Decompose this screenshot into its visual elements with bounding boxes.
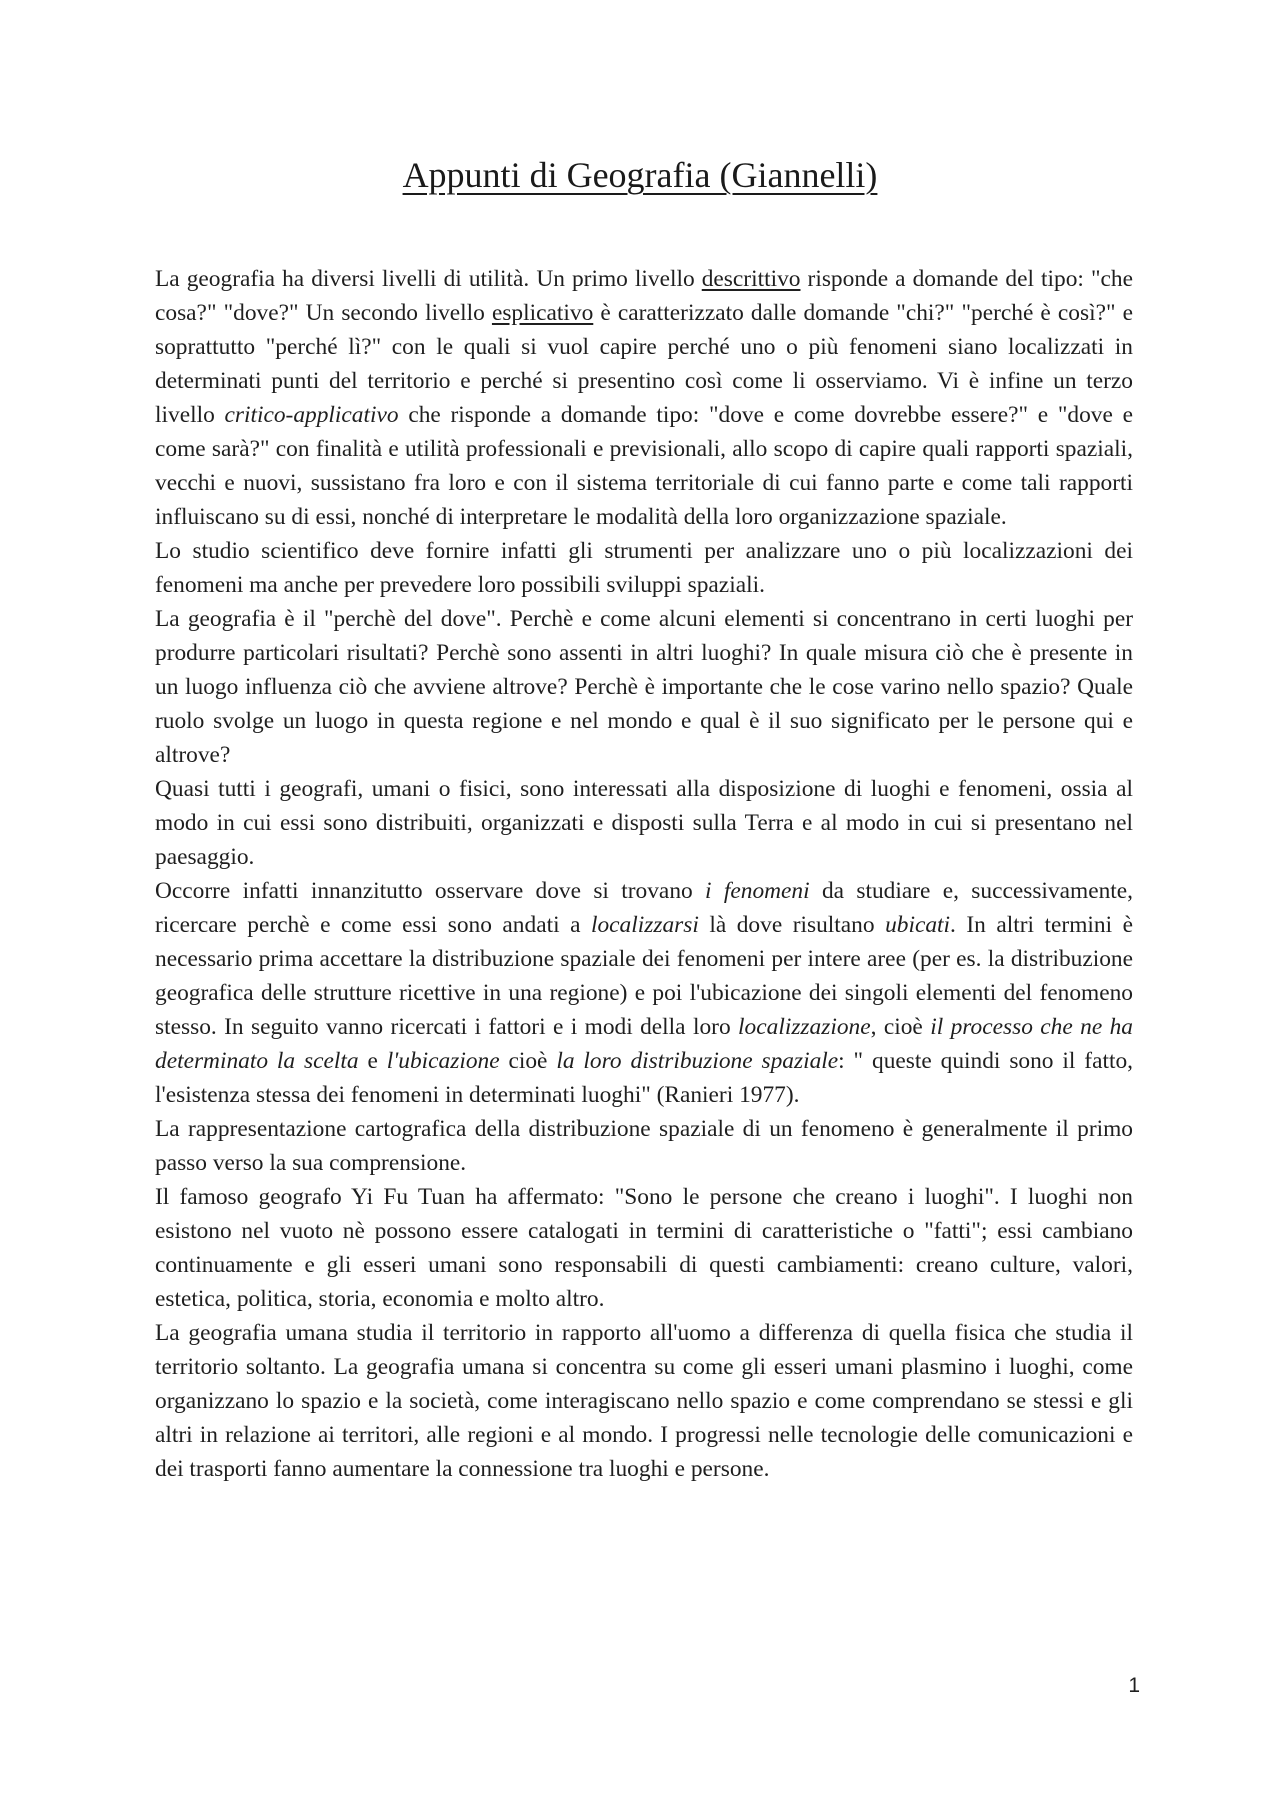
italic-text-segment: i fenomeni	[705, 878, 810, 904]
body-paragraph	[155, 602, 1133, 772]
body-paragraph	[155, 772, 1133, 874]
text-segment: . In altri termini è necessario prima accettare la distribuzione spaziale dei fenomeni per intere aree (per es. la distribuzione geografica delle strutture ricettive in una regione) e poi l'ubicazione dei singoli elementi del fenomeno stesso. In seguito vanno ricercati i fattori e i modi della loro	[155, 912, 1133, 1040]
text-segment: e	[358, 1048, 387, 1074]
italic-text-segment: il processo che ne ha determinato la scelta	[155, 1014, 1133, 1074]
text-segment: La geografia ha diversi livelli di utilità. Un primo livello	[155, 266, 702, 292]
text-segment: Quasi tutti i geografi, umani o fisici, sono interessati alla disposizione di luoghi e fenomeni, ossia al modo in cui essi sono distribuiti, organizzati e disposti sulla Terra e al modo in cui si presentano nel paesaggio.	[155, 776, 1133, 870]
text-segment: : " queste quindi sono il fatto, l'esistenza stessa dei fenomeni in determinati luoghi" (Ranieri 1977).	[155, 1048, 1133, 1108]
text-segment: cioè	[499, 1048, 557, 1074]
italic-text-segment: l'ubicazione	[386, 1048, 500, 1074]
body-paragraph	[155, 262, 1133, 534]
text-segment: risponde a domande del tipo: "che cosa?" "dove?" Un secondo livello	[155, 266, 1133, 326]
italic-text-segment: critico-applicativo	[224, 402, 399, 428]
body-paragraph	[155, 1316, 1133, 1486]
document-body	[155, 262, 1133, 1486]
body-paragraph	[155, 874, 1133, 1112]
italic-text-segment: localizzarsi	[590, 912, 699, 938]
document-title: Appunti di Geografia (Giannelli)	[402, 155, 878, 195]
italic-text-segment: ubicati	[885, 912, 951, 938]
text-segment: Occorre infatti innanzitutto osservare dove si trovano	[155, 878, 706, 904]
text-segment: La rappresentazione cartografica della distribuzione spaziale di un fenomeno è generalmente il primo passo verso la sua comprensione.	[155, 1116, 1133, 1176]
body-paragraph	[155, 534, 1133, 602]
text-segment: là dove risultano	[698, 912, 886, 938]
text-segment: La geografia è il "perchè del dove". Perchè e come alcuni elementi si concentrano in certi luoghi per produrre particolari risultati? Perchè sono assenti in altri luoghi? In quale misura ciò che è presente in un luogo influenza ciò che avviene altrove? Perchè è importante che le cose varino nello spazio? Quale ruolo svolge un luogo in questa regione e nel mondo e qual è il suo significato per le persone qui e altrove?	[155, 606, 1133, 768]
underline-text-segment: esplicativo	[491, 300, 594, 326]
text-segment: è caratterizzato dalle domande "chi?" "perché è così?" e soprattutto "perché lì?" con le quali si vuol capire perché uno o più fenomeni siano localizzati in determinati punti del territorio e perché si presentino così come li osserviamo. Vi è infine un terzo livello	[155, 300, 1133, 428]
text-segment: che risponde a domande tipo: "dove e come dovrebbe essere?" e "dove e come sarà?" con finalità e utilità professionali e previsionali, allo scopo di capire quali rapporti spaziali, vecchi e nuovi, sussistano fra loro e con il sistema territoriale di cui fanno parte e come tali rapporti influiscano su di essi, nonché di interpretare le modalità della loro organizzazione spaziale.	[155, 402, 1133, 530]
text-segment: da studiare e, successivamente, ricercare perchè e come essi sono andati a	[155, 878, 1134, 938]
page-number: 1	[1128, 1674, 1140, 1697]
italic-text-segment: la loro distribuzione spaziale	[556, 1048, 839, 1074]
text-segment: Il famoso geografo Yi Fu Tuan ha affermato: "Sono le persone che creano i luoghi". I luoghi non esistono nel vuoto nè possono essere catalogati in termini di caratteristiche o "fatti"; essi cambiano continuamente e gli esseri umani sono responsabili di questi cambiamenti: creano culture, valori, estetica, politica, storia, economia e molto altro.	[155, 1184, 1133, 1312]
text-segment: La geografia umana studia il territorio in rapporto all'uomo a differenza di quella fisica che studia il territorio soltanto. La geografia umana si concentra su come gli esseri umani plasmino i luoghi, come organizzano lo spazio e la società, come interagiscano nello spazio e come comprendano se stessi e gli altri in relazione ai territori, alle regioni e al mondo. I progressi nelle tecnologie delle comunicazioni e dei trasporti fanno aumentare la connessione tra luoghi e persone.	[155, 1320, 1133, 1482]
text-segment: Lo studio scientifico deve fornire infatti gli strumenti per analizzare uno o più localizzazioni dei fenomeni ma anche per prevedere loro possibili sviluppi spaziali.	[155, 538, 1133, 598]
text-segment: , cioè	[870, 1014, 931, 1040]
underline-text-segment: descrittivo	[701, 266, 801, 292]
body-paragraph	[155, 1112, 1133, 1180]
italic-text-segment: localizzazione	[738, 1014, 871, 1040]
body-paragraph	[155, 1180, 1133, 1316]
